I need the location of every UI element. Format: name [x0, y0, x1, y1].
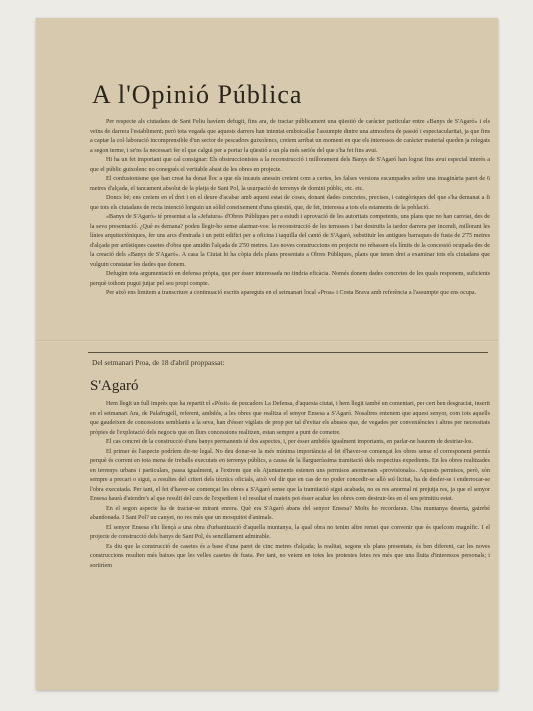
paragraph: Hem llegit un full imprès que ha repartit el «Pòsit» de pescadors La Defensa, d'aquesta ciutat, i hem llegit també un comentari, per cert ben desgraciat, inserit en el setmanari Ara, de Palafrugell, referent, ambdós, a les obres que realitza el senyor Ensesa a S'Agaró. Nosaltres entenem que aquest senyor, com tots aquells que gaudeixen de concessions semblants a la seva, han d'ésser vigilats de prop per tal d'evitar els abusos que, de vegades per conveniències i altres per necessitats pròpies de l'explotació dels negocis que en llurs concessions realitzen, estan sempre a punt de cometre. — [90, 401, 490, 436]
section-divider — [88, 352, 488, 353]
paragraph: El primer és l'aspecte podríem dir-ne legal. No deu donar-se la més mínima importància al fet d'haver-se començat les obres sense el corresponent permís perquè és corrent en tota mena de treballs executats en terrenys públics, a causa de la llargueríssima tramitació dels respectius expedients. En les obres realitzades en terrenys urbans i particulars, passa igualment, a l'extrem que els Ajuntaments estenen uns permisos anomenats «provisionals». Aquests permisos, però, són sempre a precari o sigui, a resultes del criteri dels tècnics oficials, això vol dir que en cas de no poder concedir-se allò sol·licitat, ha de desfer-se i enderrocar-se l'obra executada. Per tant, el fet d'haver-se començat les obres a S'Agaró sense que la tramitació sigui acabada, no es res anormal ni prejutja res, ja que el senyor Ensesa haurà d'atendre's al que resulti del curs de l'expedient i el resultat el mateix pot ésser acabar les obres com destruir-les en el seu primitiu estat. — [90, 448, 490, 502]
paragraph: El confusionisme que han creat ha donat lloc a que els incauts anessin creient com a certes, les falses versions escampades sobre una imaginària paret de 6 metres d'alçada, el tancament absolut de la platja de Sant Pol, la usurpació de terrenys de domini públic, etc. etc. — [90, 176, 490, 192]
paragraph: Hi ha un fet important que cal consignar: Els obstruccionistes a la reconstrucció i millorament dels Banys de S'Agaró han lograt fins avui especial interès a que el públic guixolenc no conegués el veritable abast de les obres en projecte. — [90, 157, 490, 173]
closing-paragraph: Per això ens limitem a transcriure a continuació escrits apareguts en el setmanari local «Proa» i Costa Brava amb referència a l'assumpte que ens ocupa. — [106, 290, 477, 296]
statement-body — [90, 118, 490, 299]
paragraph: En el segon aspecte ha de tractar-se mirant enrera. Què era S'Agaró abans del senyor Ensesa? Molts ho recordaran. Una muntanya deserta, gairebé abandonada. I Sant Pol? un canyet, no res més que un mosquitot d'animals. — [90, 505, 490, 521]
article-title: S'Agaró — [90, 378, 139, 394]
leaflet-sheet — [36, 18, 498, 690]
paper-fold — [36, 340, 498, 342]
paragraph: Doncs bé; ens creiem en el dret i en el deure d'acabar amb aquest estat de coses, donant dades concretes, precises, i categòriques del que s'ha demanat a fi que tots els ciutadans de recta intenció longuin un sòlid coneixement d'una qüestió, que, de fet, interessa a tots els estaments de la població. — [90, 195, 490, 211]
paragraph: Es diu que la construcció de casetes és a base d'una paret de cinc metres d'alçada; la realitat, segons els plans presentats, és ben diferent, car les noves construccions resulten més baixes que les velles casetes de fusta. Per tant, no veiem en totes les protestes fetes res més que una lluita d'interessos personals; i sortiríem — [90, 543, 490, 569]
paragraph: El cas concret de la construcció d'uns banys permanents té dos aspectes, i, per ésser ambdós igualment importants, en parlar-ne haurem de destriar-los. — [106, 439, 474, 445]
article-body — [90, 400, 490, 571]
paragraph: Per respecte als ciutadans de Sant Feliu havíem defugit, fins ara, de tractar públicament una qüestió de caràcter particular entre «Banys de S'Agaró» i els veïns de darrera l'establiment; però tota vegada que aquests darrers han intentat emboicallar l'assumpte dintre una atmosfera de passió i espectacularitat, ja que fins a captar la col·laboració incomprensible d'un sector de pescadors guixolencs, creiem arribat un moment en que els interessos de caràcter material queden ja relegats a segon terme, i se'ns fa necessari fer el que calgui per a portar la qüestió a un pla més seriós del que s'ha fet fins avui. — [90, 119, 490, 154]
paragraph: Defugim tota argumentació en defensa pròpia, que per ésser interessada no tindria eficàcia. Només donem dades concretes de les quals responem, suficients perquè tothom pugui jutjar pel seu propi compte. — [90, 271, 490, 287]
paragraph: «Banys de S'Agaró» té presentat a la «Jefatura» d'Obres Públiques per a estudi i aprovació de les autoritats competents, uns plans que no han canviat, des de la seva presentació. ¿Què es demana? podeu llegir-ho sense alarmar-vos: la reconstrucció de les terrasses i bar destruïts la tardor darrera per incendi, millorant les línies arquitectòniques, fer uns arcs d'entrada i un petit edifici per a oficina i taquilla del cantó de S'Agaró, substituir les antigues barraques de fusta de 2'75 metres d'alçada per artístiques casetes d'obra que amidin l'alçada de 2'50 metres. Les noves construccions en projecte no rebassen els límits de la concessió ocupada des de la creació dels «Banys de S'Agaró». A casa la Ciutat hi ha còpia dels plans presentats a Obres Públiques, plans que tenen dret a examinar tots els ciutadans que vulguin constatar les dades que donem. — [90, 214, 490, 268]
source-note: Del setmanari Proa, de 18 d'abril proppassat: — [92, 358, 225, 367]
paragraph: El senyor Ensesa s'hi llençà a una obra d'urbanització d'aquella muntanya, la qual obra no tenim altre remei que convenir que és quelcom magnífic. I el projecte de construcció dels banys de Sant Pol, és senzillament admirable. — [90, 524, 490, 540]
page-title: A l'Opinió Pública — [92, 80, 303, 109]
